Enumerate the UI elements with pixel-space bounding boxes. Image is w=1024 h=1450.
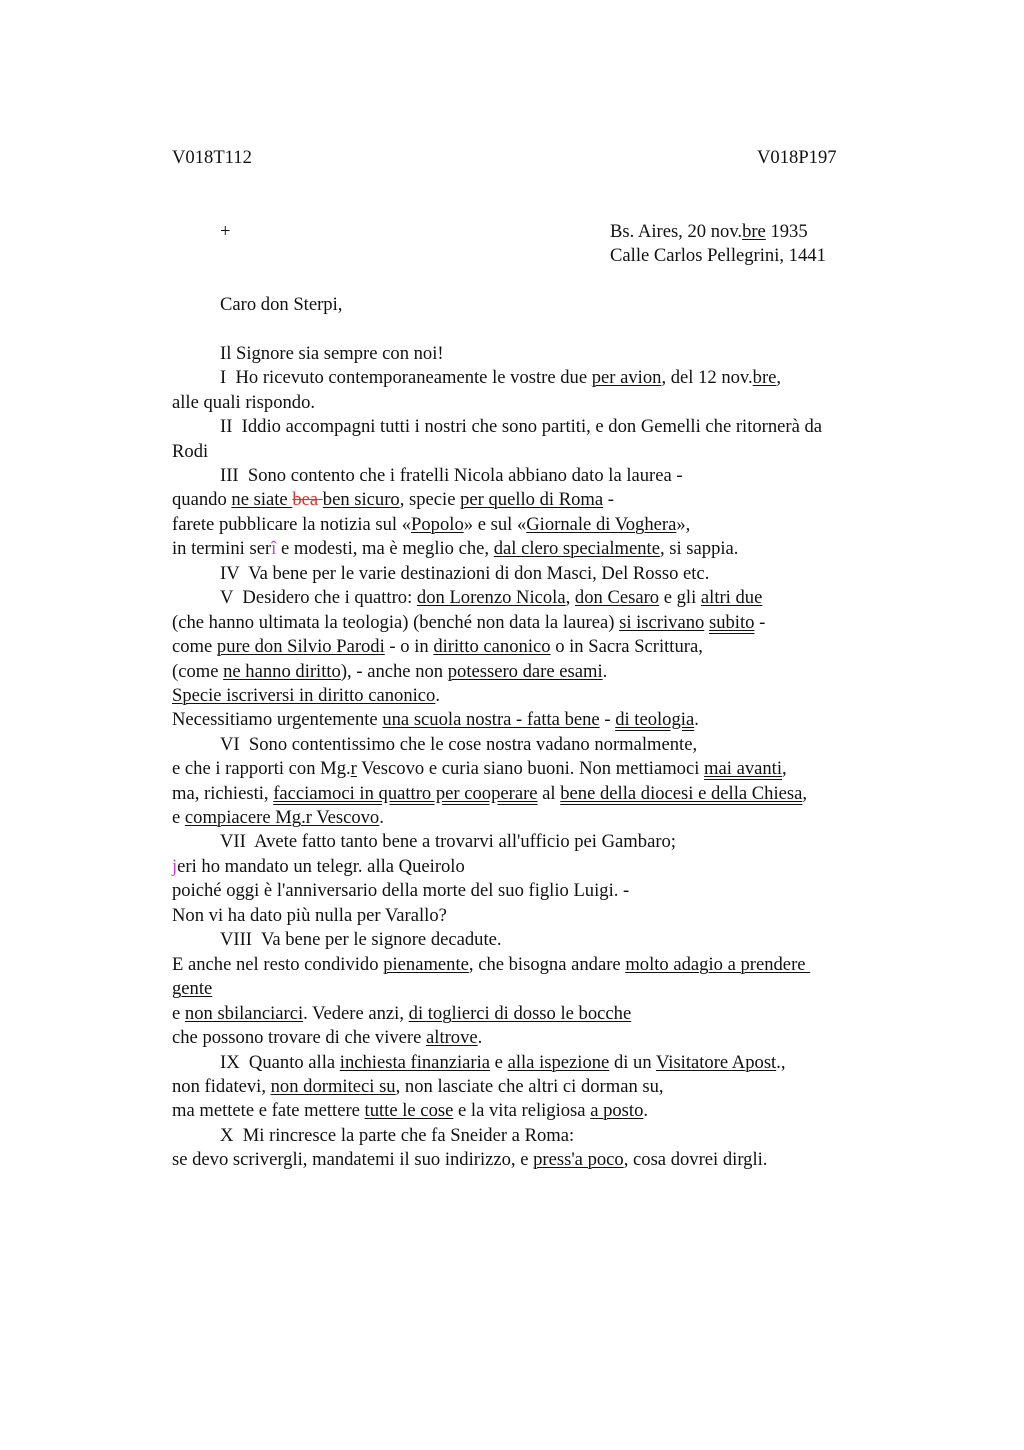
text-line [172, 904, 447, 928]
underlined-text: molto adagio a prendere [625, 954, 811, 975]
corrected-letter: î [271, 538, 277, 559]
underlined-text: altri due [700, 587, 763, 608]
text-segment: alle quali rispondo. [172, 392, 316, 413]
text-segment: V Desidero che i quattro: [220, 587, 417, 608]
underlined-text: press'a poco [533, 1149, 624, 1170]
text-segment: . Vedere anzi, [303, 1003, 409, 1024]
text-line [220, 928, 502, 952]
underlined-text: Specie iscriversi in diritto canonico [172, 685, 436, 706]
text-segment: eri ho mandato un telegr. alla Queirolo [177, 856, 465, 877]
text-segment: Il Signore sia sempre con noi! [220, 343, 444, 364]
underlined-text: non sbilanciarci [184, 1003, 304, 1024]
cross-symbol: + [220, 221, 231, 242]
underlined-text: per avion [591, 367, 662, 388]
text-segment: , [565, 587, 575, 608]
text-segment: X Mi rincresce la parte che fa Sneider a Roma: [220, 1125, 575, 1146]
text-segment: Non vi ha dato più nulla per Varallo? [172, 905, 447, 926]
text-line [172, 1026, 482, 1050]
text-segment: e [172, 1003, 185, 1024]
text-segment: al [537, 783, 561, 804]
text-line [172, 635, 703, 659]
text-segment: , cosa dovrei dirgli. [623, 1149, 768, 1170]
text-segment: farete pubblicare la notizia sul « [172, 514, 412, 535]
place-date [610, 220, 808, 244]
text-line [172, 391, 315, 415]
text-line [220, 733, 697, 757]
text-line [220, 562, 709, 586]
text-segment: di un [609, 1052, 656, 1073]
text-segment: E anche nel resto condivido [172, 954, 384, 975]
underlined-text: Giornale di Voghera [526, 514, 677, 535]
corrected-letter: j [172, 856, 178, 877]
place-date-text: Bs. Aires, 20 nov. [610, 221, 743, 242]
text-segment: . [435, 685, 440, 706]
underlined-text: ben sicuro [322, 489, 400, 510]
text-segment: quando [172, 489, 232, 510]
underlined-text: Popolo [411, 514, 464, 535]
underlined-text: di toglierci di dosso le bocche [408, 1003, 632, 1024]
text-line [220, 586, 762, 610]
text-line [172, 1002, 631, 1026]
text-segment: in termini ser [172, 538, 272, 559]
underlined-text: inchiesta finanziaria [339, 1052, 491, 1073]
text-line [172, 782, 807, 806]
text-segment: VII Avete fatto tanto bene a trovarvi all'ufficio pei Gambaro; [220, 831, 676, 852]
text-line [220, 830, 676, 854]
text-segment: (come [172, 661, 224, 682]
underlined-text: Visitatore Apost [655, 1052, 777, 1073]
text-segment: . [379, 807, 384, 828]
text-segment: VI Sono contentissimo che le cose nostra vadano normalmente, [220, 734, 698, 755]
text-line [172, 660, 607, 684]
underlined-text: bre [752, 367, 777, 388]
text-segment: - [754, 612, 766, 633]
text-segment: , [782, 758, 787, 779]
text-segment: . [602, 661, 608, 682]
text-segment: , del 12 nov. [661, 367, 753, 388]
text-line [172, 879, 629, 903]
text-segment: se devo scrivergli, mandatemi il suo indirizzo, e [172, 1149, 534, 1170]
text-segment: - [603, 489, 614, 510]
double-underlined-text: bene della diocesi e della Chiesa [560, 783, 803, 804]
text-segment: ), - anche non [340, 661, 448, 682]
place-date-year: 1935 [765, 221, 808, 242]
text-segment: , specie [399, 489, 461, 510]
underlined-text: pure don Silvio Parodi [216, 636, 385, 657]
text-line [172, 1148, 767, 1172]
underlined-text: a posto [590, 1100, 644, 1121]
text-segment: , [780, 1052, 786, 1073]
text-line [172, 1099, 648, 1123]
text-line [220, 464, 683, 488]
text-segment: e la vita religiosa [453, 1100, 591, 1121]
text-line [172, 757, 787, 781]
document-code-left: V018T112 [172, 147, 252, 168]
underlined-text: ne hanno diritto [223, 661, 341, 682]
text-segment: - [599, 709, 616, 730]
text-segment: e modesti, ma è meglio che, [276, 538, 494, 559]
text-segment: . [694, 709, 699, 730]
text-segment: . [776, 1052, 781, 1073]
text-segment: - o in [384, 636, 434, 657]
text-line [172, 513, 690, 537]
text-line [172, 806, 384, 830]
double-underlined-text: subito [708, 612, 755, 633]
text-segment: e che i rapporti con Mg. [172, 758, 351, 779]
underlined-text: tutte le cose [364, 1100, 454, 1121]
underlined-text: una scuola nostra - fatta bene [382, 709, 600, 730]
text-segment: , si sappia. [659, 538, 739, 559]
text-segment: ma, richiesti, [172, 783, 274, 804]
salutation: Caro don Sterpi, [220, 294, 343, 315]
text-segment: , [802, 783, 808, 804]
text-segment: Rodi [172, 441, 209, 462]
text-segment: I Ho ricevuto contemporaneamente le vostre due [220, 367, 592, 388]
underlined-text: ne siate [231, 489, 293, 510]
text-segment: VIII Va bene per le signore decadute. [220, 929, 502, 950]
text-line [220, 1124, 574, 1148]
underlined-text: potessero dare esami [447, 661, 603, 682]
text-segment: . [643, 1100, 649, 1121]
text-line [220, 342, 444, 366]
text-segment: che possono trovare di che vivere [172, 1027, 427, 1048]
text-segment: , che bisogna andare [468, 954, 626, 975]
text-line [172, 440, 208, 464]
underlined-text: r [350, 758, 357, 779]
text-segment: . [477, 1027, 483, 1048]
underlined-text: alla ispezione [507, 1052, 610, 1073]
double-underlined-text: di teologia [615, 709, 695, 730]
text-line [172, 708, 699, 732]
text-segment: », [676, 514, 691, 535]
underlined-text: non dormiteci su [270, 1076, 396, 1097]
text-segment: II Iddio accompagni tutti i nostri che sono partiti, e don Gemelli che ritornerà da [220, 416, 823, 437]
underlined-text: don Cesaro [574, 587, 660, 608]
text-segment: e [490, 1052, 508, 1073]
text-segment: e [172, 807, 185, 828]
text-line [220, 1051, 786, 1075]
document-code-right: V018P197 [757, 147, 837, 168]
text-line [220, 366, 781, 390]
deleted-text: bea [292, 489, 323, 510]
underlined-text: si iscrivano [619, 612, 705, 633]
text-segment: e gli [659, 587, 701, 608]
underlined-text: compiacere Mg.r Vescovo [184, 807, 380, 828]
text-line [220, 415, 822, 439]
underlined-text: altrove [426, 1027, 478, 1048]
text-segment: (che hanno ultimata la teologia) (benché non data la laurea) [172, 612, 620, 633]
text-line [172, 611, 765, 635]
text-segment: IV Va bene per le varie destinazioni di don Masci, Del Rosso etc. [220, 563, 710, 584]
text-segment: ma mettete e fate mettere [172, 1100, 365, 1121]
underlined-text: per quello di Roma [460, 489, 604, 510]
underlined-text: gente [172, 978, 213, 999]
text-line [172, 977, 212, 1001]
text-line [172, 1075, 664, 1099]
text-segment: poiché oggi è l'anniversario della morte del suo figlio Luigi. - [172, 880, 630, 901]
text-segment: come [172, 636, 217, 657]
text-segment: » e sul « [463, 514, 527, 535]
text-line [172, 537, 738, 561]
double-underlined-text: mai avanti [704, 758, 783, 779]
text-line [172, 953, 810, 977]
address: Calle Carlos Pellegrini, 1441 [610, 245, 826, 266]
underlined-text: don Lorenzo Nicola [416, 587, 566, 608]
text-line [172, 488, 614, 512]
place-date-abbrev: bre [742, 221, 766, 242]
text-segment: IX Quanto alla [220, 1052, 340, 1073]
text-segment: , [776, 367, 782, 388]
text-segment: III Sono contento che i fratelli Nicola abbiano dato la laurea - [220, 465, 683, 486]
text-segment: , non lasciate che altri ci dorman su, [395, 1076, 664, 1097]
underlined-text: dal clero specialmente [493, 538, 660, 559]
text-segment: o in Sacra Scrittura, [550, 636, 703, 657]
text-line [172, 855, 465, 879]
text-segment: non fidatevi, [172, 1076, 271, 1097]
text-line [172, 684, 440, 708]
double-underlined-text: facciamoci in quattro per cooperare [273, 783, 538, 804]
underlined-text: diritto canonico [433, 636, 551, 657]
underlined-text: pienamente [383, 954, 469, 975]
text-segment: Necessitiamo urgentemente [172, 709, 383, 730]
text-segment: Vescovo e curia siano buoni. Non mettiamoci [356, 758, 705, 779]
